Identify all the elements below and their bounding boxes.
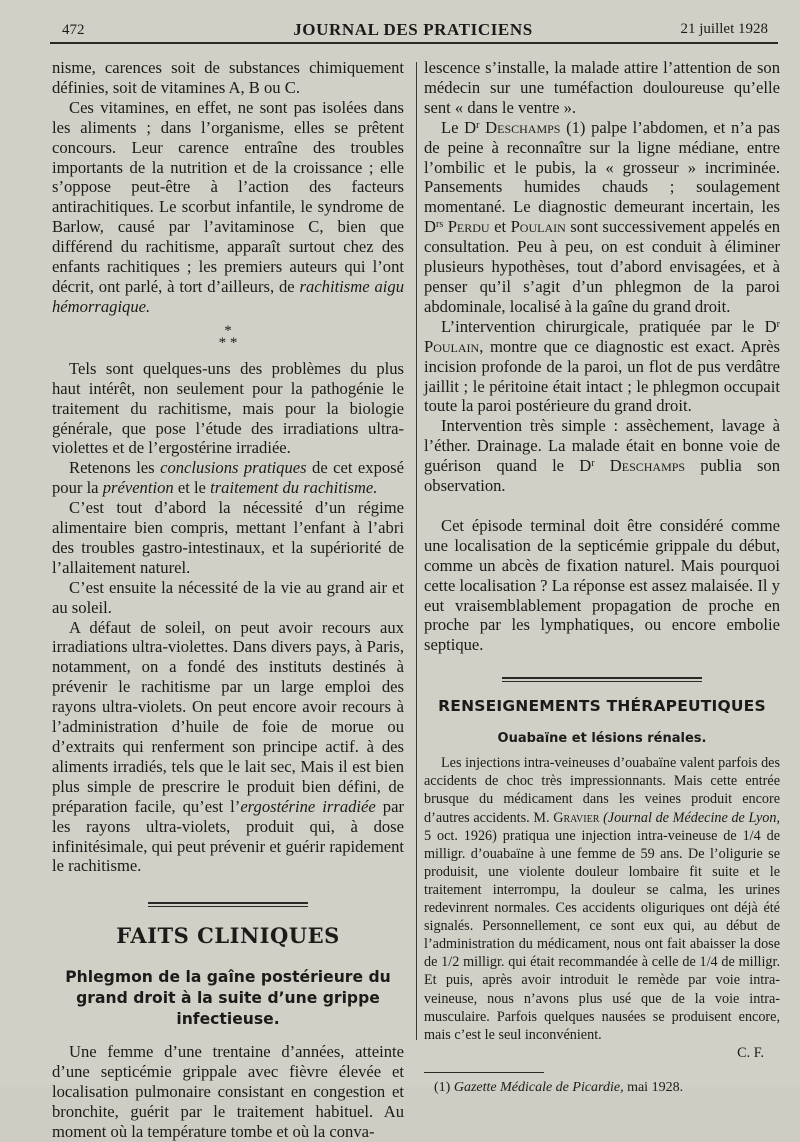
article-title: Ouabaïne et lésions rénales. [497, 731, 707, 747]
paragraph: Le $D^r$ Deschamps (1) palpe l’abdomen, et n’a pas de peine à reconnaître sur la ligne médiane, entre l’ombilic et le pubis, la « grosseur » incriminée. Pansements humides chauds ; soulagement momentané. Le diagnostic demeurant incertain, les $D^{rs}$ Perdu et Poulain sont successivement appelés en consultation. Peu à peu, on est conduit à éliminer plusieurs hypothèses, tout d’abord envisagées, et à penser qu’il s’agit d’un phlegmon de la paroi abdominale, localisé à la gaîne du grand droit. [424, 117, 781, 316]
journal-title: JOURNAL DES PRATICIENS [293, 20, 533, 39]
page-header [48, 18, 778, 40]
footnote-rule [424, 1072, 544, 1073]
right-column [424, 58, 780, 1096]
article-title: Phlegmon de la gaîne postérieure du grand droit à la suite d’une grippe infectieuse. [65, 968, 391, 1029]
section-asterism: * * * [218, 322, 238, 351]
paragraph: Les injections intra-veineuses d’ouabaïne valent parfois des accidents de choc très impressionnants. Mais cette entrée brusque du médicament dans les veines produit encore d’autres accidents. M. Gravier (Journal de Médecine de Lyon, 5 oct. 1926) pratiqua une injection intra-veineuse de 1/4 de milligr. d’ouabaïne à une femme de 59 ans. De l’oligurie se produisit, une violente douleur lombaire fit suite et le traitement interrompu, la douleur se calma, les urines redevinrent normales. Ces accidents oliguriques ont déjà été signalés. Personnellement, ce sont eux qui, au début de l’administration du médicament, nous ont fait abaisser la dose de 1/2 milligr. qui était recommandée à celle de 1/4 de milligr. Et puis, après avoir introduit le remède par voie intra-veineuse, nous n’avons plus usé que de la voie intra-musculaire. Parfois quelques nausées se produisent encore, mais c’est le seul inconvénient. [424, 755, 781, 1043]
paragraph: Retenons les conclusions pratiques de cet exposé pour la prévention et le traitement du rachitisme. [52, 458, 404, 498]
section-title: FAITS CLINIQUES [116, 923, 340, 949]
signature-line [424, 1044, 780, 1062]
paragraph: Tels sont quelques-uns des problèmes du plus haut intérêt, non seulement pour la pathogénie le traitement du rachitisme, mais pour la biologie générale, que pose l’étude des irradiations ultra-violettes et de l’ergostérine irradiée. [52, 358, 404, 458]
emphasis: rachitisme aigu hémorragique. [52, 276, 404, 316]
section-title: RENSEIGNEMENTS THÉRAPEUTIQUES [438, 697, 766, 716]
footnote: (1) Gazette Médicale de Picardie, mai 1928. [434, 1079, 684, 1095]
paragraph: Une femme d’une trentaine d’années, atteinte d’une septicémie grippale avec fièvre élevée et localisation pulmonaire consistant en congestion et bronchite, guérit par le traitement habituel. Au moment où la température tombe et où la conva- [52, 1042, 404, 1141]
page-number: 472 [62, 22, 85, 38]
header-rule [50, 42, 778, 44]
paragraph: nisme, carences soit de substances chimiquement définies, soit de vitamines A, B ou C. [52, 58, 404, 97]
paragraph: C’est tout d’abord la nécessité d’un régime alimentaire bien compris, mettant l’enfant à l’abri des troubles gastro-intestinaux, et la supériorité de l’allaitement naturel. [52, 498, 404, 577]
section-separator [148, 902, 308, 907]
issue-date: 21 juillet 1928 [680, 21, 768, 37]
author-initials: C. F. [737, 1044, 764, 1061]
paragraph: A défaut de soleil, on peut avoir recours aux irradiations ultra-violettes. Dans divers pays, à Paris, notamment, on a fondé des instituts destinés à prévenir le rachitisme par un large emploi des rayons ultra-violets. On peut encore avoir recours à l’administration d’huile de foie de morue ou d’extraits qui renferment son principe actif. à des aliments irradiés, tels que le lait sec, Mais il est bien plus simple de prescrire le produit bien défini, de préparation facile, qu’est l’ergostérine irradiée par les rayons ultra-violets, produit qui, à dose infinitésimale, qui peut prévenir et guérir rapidement le rachitisme. [52, 617, 404, 876]
left-column [52, 58, 404, 1142]
paragraph: lescence s’installe, la malade attire l’attention de son médecin sur une tuméfaction douloureuse qu’elle sent « dans le ventre ». [424, 58, 780, 117]
paragraph: Intervention très simple : assèchement, lavage à l’éther. Drainage. La malade était en bonne voie de guérison quand le $D^r$ Deschamps publia son observation. [424, 416, 780, 496]
column-divider [416, 62, 417, 1040]
paragraph: Cet épisode terminal doit être considéré comme une localisation de la septicémie grippale du début, comme un abcès de fixation naturel. Mais pourquoi cette localisation ? La réponse est assez malaisée. Il y eut vraisemblablement propagation de proche en proche par les lymphatiques, ou encore embolie septique. [424, 515, 780, 655]
paragraph: L’intervention chirurgicale, pratiquée par le $D^r$ Poulain, montre que ce diagnostic est exact. Après incision profonde de la paroi, un flot de pus verdâtre jaillit ; le péritoine était intact ; le phlegmon occupait toute la paroi postérieure du grand droit. [424, 316, 780, 416]
paragraph: Ces vitamines, en effet, ne sont pas isolées dans les aliments ; dans l’organisme, elles se prêtent concours. Leur carence entraîne des troubles importants de la nutrition et de la croissance ; elle s’oppose peut-être à l’action des facteurs antirachitiques. Le scorbut infantile, le syndrome de Barlow, causé par l’avitaminose C, bien que différend du rachitisme, apparaît surtout chez des enfants rachitiques ; les premiers auteurs qui l’ont décrit, ont parlé, à tort d’ailleurs, de rachitisme aigu hémorragique. [52, 97, 404, 316]
section-separator [502, 677, 702, 682]
article-body [424, 754, 780, 1062]
paragraph: C’est ensuite la nécessité de la vie au grand air et au soleil. [52, 577, 404, 617]
